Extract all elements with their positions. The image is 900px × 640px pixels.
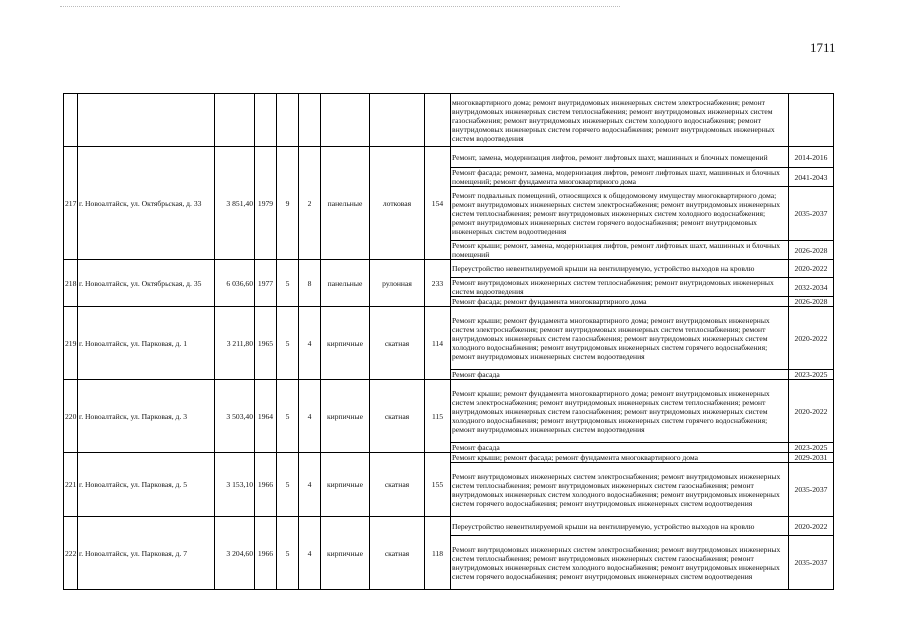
work-period (789, 94, 834, 147)
floors-cell: 5 (277, 380, 299, 453)
work-description: Ремонт крыши; ремонт фундамента многоквартирного дома; ремонт внутридомовых инженерных систем электроснабжения; ремонт внутридомовых инженерных систем теплоснабжения; ремонт внутридомовых инженерных систем газоснабжения; ремонт внутридомовых инженерных систем холодного водоснабжения; ремонт внутридомовых инженерных систем горячего водоснабжения; ремонт внутридомовых инженерных систем водоотведения (451, 307, 789, 370)
work-description: Ремонт крыши; ремонт фундамента многоквартирного дома; ремонт внутридомовых инженерных систем электроснабжения; ремонт внутридомовых инженерных систем теплоснабжения; ремонт внутридомовых инженерных систем газоснабжения; ремонт внутридомовых инженерных систем холодного водоснабжения; ремонт внутридомовых инженерных систем горячего водоснабжения; ремонт внутридомовых инженерных систем водоотведения (451, 380, 789, 443)
work-period: 2032-2034 (789, 278, 834, 297)
year-cell: 1977 (255, 260, 277, 307)
table-row (64, 517, 834, 536)
work-description: Ремонт фасада (451, 370, 789, 380)
address-cell: г. Новоалтайск, ул. Парковая, д. 1 (78, 307, 215, 380)
work-description: многоквартирного дома; ремонт внутридомовых инженерных систем электроснабжения; ремонт внутридомовых инженерных систем теплоснабжения; ремонт внутридомовых инженерных систем газоснабжения; ремонт внутридомовых инженерных систем холодного водоснабжения; ремонт внутридомовых инженерных систем горячего водоснабжения; ремонт внутридомовых инженерных систем водоотведения (451, 94, 789, 147)
apartments-cell: 154 (425, 147, 451, 260)
work-description: Переустройство невентилируемой крыши на вентилируемую, устройство выходов на кровлю (451, 517, 789, 536)
work-period: 2035-2037 (789, 463, 834, 517)
area-cell: 3 503,40 (215, 380, 255, 453)
work-period: 2020-2022 (789, 380, 834, 443)
empty-cell (299, 94, 321, 147)
work-period: 2026-2028 (789, 297, 834, 307)
work-period: 2035-2037 (789, 536, 834, 590)
apartments-cell: 115 (425, 380, 451, 453)
address-cell: г. Новоалтайск, ул. Октябрьская, д. 33 (78, 147, 215, 260)
year-cell: 1964 (255, 380, 277, 453)
floors-cell: 9 (277, 147, 299, 260)
entrances-cell: 2 (299, 147, 321, 260)
apartments-cell: 155 (425, 453, 451, 517)
empty-cell (425, 94, 451, 147)
table-row (64, 453, 834, 463)
work-description: Ремонт фасада (451, 443, 789, 453)
apartments-cell: 233 (425, 260, 451, 307)
empty-cell (215, 94, 255, 147)
year-cell: 1966 (255, 517, 277, 590)
work-description: Ремонт, замена, модернизация лифтов, ремонт лифтовых шахт, машинных и блочных помещений (451, 147, 789, 168)
row-number: 218 (64, 260, 78, 307)
table-row (64, 307, 834, 370)
work-period: 2020-2022 (789, 517, 834, 536)
wall-material-cell: кирпичные (321, 380, 370, 453)
work-description: Ремонт внутридомовых инженерных систем электроснабжения; ремонт внутридомовых инженерных систем теплоснабжения; ремонт внутридомовых инженерных систем газоснабжения; ремонт внутридомовых инженерных систем холодного водоснабжения; ремонт внутридомовых инженерных систем горячего водоснабжения; ремонт внутридомовых инженерных систем водоотведения (451, 536, 789, 590)
wall-material-cell: панельные (321, 260, 370, 307)
empty-cell (78, 94, 215, 147)
work-period: 2035-2037 (789, 187, 834, 241)
work-description: Ремонт крыши; ремонт, замена, модернизация лифтов, ремонт лифтовых шахт, машинных и блочных помещений (451, 241, 789, 260)
work-period: 2041-2043 (789, 168, 834, 187)
floors-cell: 5 (277, 260, 299, 307)
table-row (64, 260, 834, 278)
row-number: 220 (64, 380, 78, 453)
scan-artifact-line (60, 6, 620, 7)
address-cell: г. Новоалтайск, ул. Октябрьская, д. 35 (78, 260, 215, 307)
year-cell: 1965 (255, 307, 277, 380)
row-number: 219 (64, 307, 78, 380)
roof-type-cell: скатная (370, 380, 425, 453)
empty-cell (277, 94, 299, 147)
area-cell: 3 851,40 (215, 147, 255, 260)
row-number: 221 (64, 453, 78, 517)
table-row (64, 147, 834, 168)
empty-cell (321, 94, 370, 147)
address-cell: г. Новоалтайск, ул. Парковая, д. 7 (78, 517, 215, 590)
roof-type-cell: скатная (370, 517, 425, 590)
work-description: Ремонт внутридомовых инженерных систем электроснабжения; ремонт внутридомовых инженерных систем теплоснабжения; ремонт внутридомовых инженерных систем газоснабжения; ремонт внутридомовых инженерных систем холодного водоснабжения; ремонт внутридомовых инженерных систем горячего водоснабжения; ремонт внутридомовых инженерных систем водоотведения (451, 463, 789, 517)
address-cell: г. Новоалтайск, ул. Парковая, д. 3 (78, 380, 215, 453)
roof-type-cell: рулонная (370, 260, 425, 307)
apartments-cell: 114 (425, 307, 451, 380)
entrances-cell: 4 (299, 380, 321, 453)
floors-cell: 5 (277, 307, 299, 380)
empty-cell (255, 94, 277, 147)
year-cell: 1966 (255, 453, 277, 517)
area-cell: 6 036,60 (215, 260, 255, 307)
table-row (64, 380, 834, 443)
work-description: Ремонт фасада; ремонт, замена, модернизация лифтов, ремонт лифтовых шахт, машинных и блочных помещений; ремонт фундамента многоквартирного дома (451, 168, 789, 187)
wall-material-cell: кирпичные (321, 307, 370, 380)
work-period: 2014-2016 (789, 147, 834, 168)
empty-cell (64, 94, 78, 147)
entrances-cell: 4 (299, 517, 321, 590)
floors-cell: 5 (277, 453, 299, 517)
work-period: 2023-2025 (789, 370, 834, 380)
work-description: Ремонт внутридомовых инженерных систем теплоснабжения; ремонт внутридомовых инженерных систем водоотведения (451, 278, 789, 297)
entrances-cell: 8 (299, 260, 321, 307)
housing-repair-table (63, 93, 834, 590)
row-number: 217 (64, 147, 78, 260)
address-cell: г. Новоалтайск, ул. Парковая, д. 5 (78, 453, 215, 517)
entrances-cell: 4 (299, 453, 321, 517)
area-cell: 3 211,80 (215, 307, 255, 380)
roof-type-cell: скатная (370, 453, 425, 517)
work-period: 2023-2025 (789, 443, 834, 453)
area-cell: 3 153,10 (215, 453, 255, 517)
floors-cell: 5 (277, 517, 299, 590)
work-description: Ремонт подвальных помещений, относящихся к общедомовому имуществу многоквартирного дома; ремонт внутридомовых инженерных систем электроснабжения; ремонт внутридомовых инженерных систем теплоснабжения; ремонт внутридомовых инженерных систем холодного водоснабжения; ремонт внутридомовых инженерных систем горячего водоснабжения; ремонт внутридомовых инженерных систем водоотведения (451, 187, 789, 241)
empty-cell (370, 94, 425, 147)
work-description: Ремонт фасада; ремонт фундамента многоквартирного дома (451, 297, 789, 307)
work-period: 2029-2031 (789, 453, 834, 463)
wall-material-cell: кирпичные (321, 517, 370, 590)
year-cell: 1979 (255, 147, 277, 260)
work-period: 2020-2022 (789, 260, 834, 278)
row-number: 222 (64, 517, 78, 590)
work-period: 2026-2028 (789, 241, 834, 260)
roof-type-cell: лотковая (370, 147, 425, 260)
work-description: Ремонт крыши; ремонт фасада; ремонт фундамента многоквартирного дома (451, 453, 789, 463)
work-period: 2020-2022 (789, 307, 834, 370)
entrances-cell: 4 (299, 307, 321, 380)
wall-material-cell: кирпичные (321, 453, 370, 517)
work-description: Переустройство невентилируемой крыши на вентилируемую, устройство выходов на кровлю (451, 260, 789, 278)
page-number: 1711 (810, 40, 836, 55)
table-row (64, 94, 834, 147)
area-cell: 3 204,60 (215, 517, 255, 590)
apartments-cell: 118 (425, 517, 451, 590)
wall-material-cell: панельные (321, 147, 370, 260)
roof-type-cell: скатная (370, 307, 425, 380)
